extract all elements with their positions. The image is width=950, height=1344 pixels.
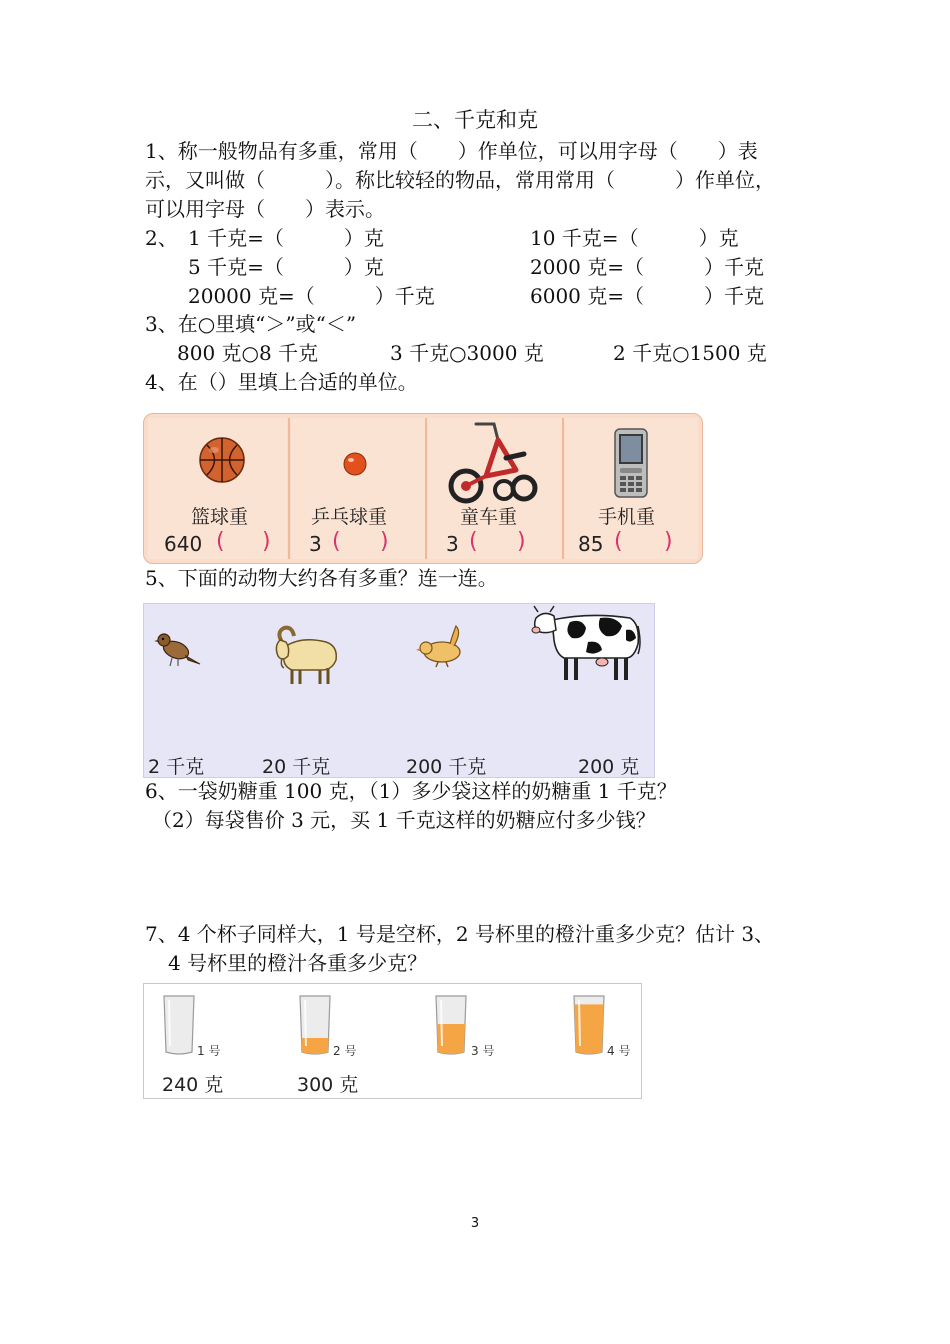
q1-line-2: 示，又叫做（ ）。称比较轻的物品，常用常用（ ）作单位，	[145, 168, 775, 192]
item-label: 童车重	[460, 506, 518, 528]
page-number: 3	[470, 1216, 480, 1231]
q2-item: 20000 克=（ ）千克	[188, 284, 435, 308]
animals-panel	[143, 603, 655, 778]
item-label: 篮球重	[191, 506, 249, 528]
mobile-phone-icon	[614, 428, 648, 498]
cup-number-label: 3 号	[471, 1044, 495, 1058]
q2-item: 10 千克=（ ）克	[530, 226, 739, 250]
cup-icon	[572, 992, 606, 1058]
ping-pong-ball-icon	[342, 451, 368, 477]
cow-icon	[530, 604, 642, 686]
goat-icon	[272, 622, 344, 686]
cup-number-label: 4 号	[607, 1044, 631, 1058]
q3-item: 3 千克○3000 克	[390, 341, 544, 365]
answer-paren-close: )	[380, 529, 389, 554]
q4-prompt: 4、在（）里填上合适的单位。	[145, 370, 418, 394]
answer-paren-close: )	[262, 529, 271, 554]
chicken-icon	[416, 622, 468, 668]
answer-paren-open: (	[216, 529, 225, 554]
answer-paren-open: (	[469, 529, 478, 554]
q2-prefix: 2、	[145, 226, 178, 250]
q2-item: 5 千克=（ ）克	[188, 255, 384, 279]
item-value: 3	[446, 532, 459, 556]
q5-prompt: 5、下面的动物大约各有多重？连一连。	[145, 566, 498, 590]
q6-line-2: （2）每袋售价 3 元，买 1 千克这样的奶糖应付多少钱？	[152, 808, 656, 832]
item-label: 乒乓球重	[311, 506, 388, 528]
answer-paren-close: )	[517, 529, 526, 554]
q2-item: 6000 克=（ ）千克	[530, 284, 765, 308]
animal-weight-option: 200 千克	[406, 756, 487, 778]
animal-weight-option: 200 克	[578, 756, 640, 778]
q6-line-1: 6、一袋奶糖重 100 克，（1）多少袋这样的奶糖重 1 千克？	[145, 779, 677, 803]
cup-weight: 240 克	[162, 1074, 224, 1096]
q7-line-2: 4 号杯里的橙汁各重多少克？	[168, 951, 428, 975]
animal-weight-option: 2 千克	[148, 756, 205, 778]
cup-number-label: 2 号	[333, 1044, 357, 1058]
q2-item: 2000 克=（ ）千克	[530, 255, 765, 279]
cup-icon	[162, 992, 196, 1058]
items-weight-panel	[143, 413, 703, 564]
answer-paren-open: (	[332, 529, 341, 554]
q7-line-1: 7、4 个杯子同样大，1 号是空杯，2 号杯里的橙汁重多少克？估计 3、	[145, 922, 775, 946]
item-value: 3	[309, 532, 322, 556]
tricycle-icon	[446, 420, 542, 504]
animal-weight-option: 20 千克	[262, 756, 331, 778]
q3-item: 800 克○8 千克	[177, 341, 319, 365]
item-value: 640	[164, 532, 203, 556]
item-label: 手机重	[598, 506, 656, 528]
cup-icon	[434, 992, 468, 1058]
cup-number-label: 1 号	[197, 1044, 221, 1058]
q1-line-1: 1、称一般物品有多重，常用（ ）作单位，可以用字母（ ）表	[145, 139, 758, 163]
answer-paren-open: (	[614, 529, 623, 554]
cup-icon	[298, 992, 332, 1058]
cups-panel	[143, 983, 642, 1099]
basketball-icon	[198, 436, 246, 484]
q1-line-3: 可以用字母（ ）表示。	[145, 197, 385, 221]
q3-prompt: 3、在○里填“＞”或“＜”	[145, 312, 357, 336]
cup-weight: 300 克	[297, 1074, 359, 1096]
q3-item: 2 千克○1500 克	[613, 341, 767, 365]
page-title: 二、千克和克	[412, 108, 538, 132]
item-value: 85	[578, 532, 604, 556]
answer-paren-close: )	[664, 529, 673, 554]
sparrow-icon	[154, 628, 202, 668]
q2-item: 1 千克=（ ）克	[188, 226, 384, 250]
